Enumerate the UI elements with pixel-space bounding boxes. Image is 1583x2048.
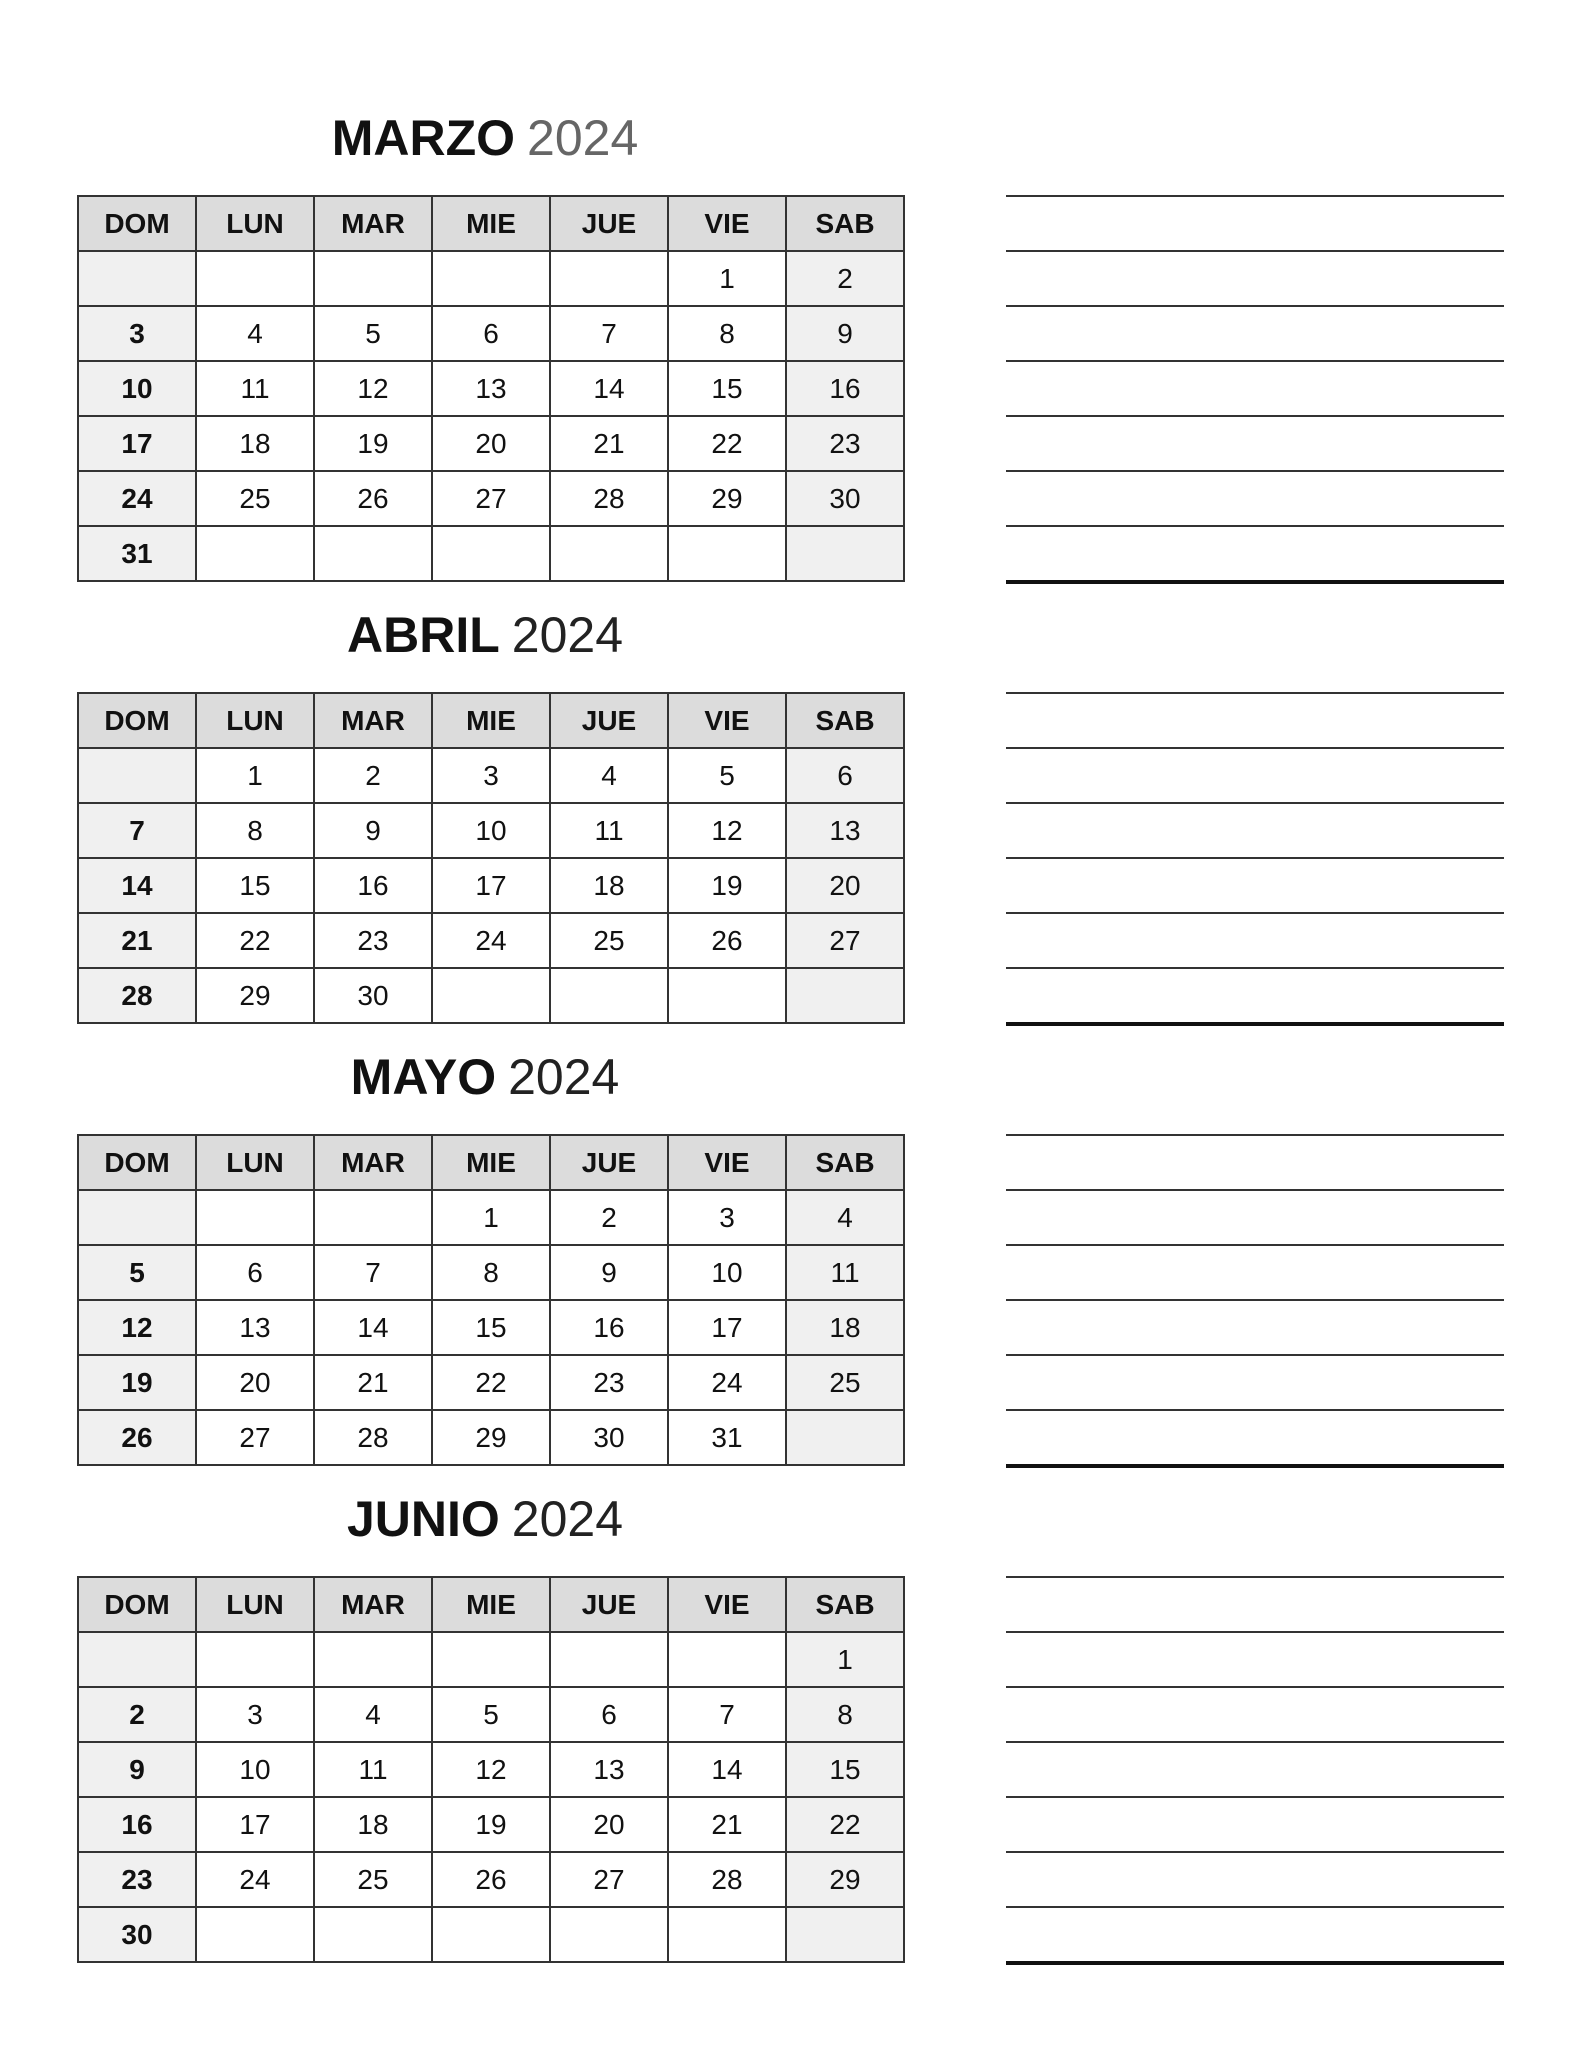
month-name: MAYO — [350, 1049, 497, 1105]
note-line — [1006, 1851, 1504, 1853]
day-cell: 26 — [432, 1852, 550, 1907]
day-cell: 17 — [432, 858, 550, 913]
week-row — [78, 1852, 904, 1907]
day-cell: 9 — [78, 1742, 196, 1797]
day-cell: 29 — [432, 1410, 550, 1465]
week-row — [78, 1632, 904, 1687]
day-cell: 25 — [550, 913, 668, 968]
day-cell: 22 — [432, 1355, 550, 1410]
week-row — [78, 1410, 904, 1465]
note-line — [1006, 802, 1504, 804]
day-cell: 9 — [314, 803, 432, 858]
day-cell: 31 — [78, 526, 196, 581]
day-cell: 28 — [314, 1410, 432, 1465]
month-title — [78, 108, 892, 168]
calendar-grid — [77, 1134, 905, 1466]
week-row — [78, 858, 904, 913]
week-row — [78, 526, 904, 581]
day-cell: 24 — [432, 913, 550, 968]
day-cell: 28 — [550, 471, 668, 526]
day-cell: 24 — [668, 1355, 786, 1410]
note-line — [1006, 967, 1504, 969]
day-cell — [786, 1410, 904, 1465]
day-cell: 14 — [550, 361, 668, 416]
day-cell — [314, 1190, 432, 1245]
day-cell: 2 — [314, 748, 432, 803]
day-cell: 26 — [668, 913, 786, 968]
weekday-header: DOM — [78, 1577, 196, 1632]
day-cell: 30 — [550, 1410, 668, 1465]
day-cell: 10 — [668, 1245, 786, 1300]
day-cell: 16 — [786, 361, 904, 416]
weekday-header: LUN — [196, 1135, 314, 1190]
day-cell: 20 — [786, 858, 904, 913]
weekday-header: LUN — [196, 693, 314, 748]
day-cell: 30 — [78, 1907, 196, 1962]
note-line — [1006, 1409, 1504, 1411]
day-cell — [314, 1907, 432, 1962]
note-line — [1006, 470, 1504, 472]
day-cell: 3 — [196, 1687, 314, 1742]
week-row — [78, 361, 904, 416]
day-cell: 9 — [786, 306, 904, 361]
day-cell: 20 — [196, 1355, 314, 1410]
note-line — [1006, 1464, 1504, 1468]
note-line — [1006, 1022, 1504, 1026]
day-cell: 18 — [786, 1300, 904, 1355]
day-cell: 25 — [196, 471, 314, 526]
day-cell: 19 — [432, 1797, 550, 1852]
day-cell: 1 — [786, 1632, 904, 1687]
week-row — [78, 748, 904, 803]
day-cell: 4 — [786, 1190, 904, 1245]
day-cell: 6 — [196, 1245, 314, 1300]
day-cell — [668, 1907, 786, 1962]
weekday-header: DOM — [78, 1135, 196, 1190]
day-cell: 28 — [78, 968, 196, 1023]
day-cell: 1 — [668, 251, 786, 306]
note-line — [1006, 250, 1504, 252]
day-cell: 22 — [668, 416, 786, 471]
week-row — [78, 1797, 904, 1852]
week-row — [78, 251, 904, 306]
day-cell — [668, 526, 786, 581]
day-cell: 28 — [668, 1852, 786, 1907]
day-cell: 20 — [550, 1797, 668, 1852]
note-line — [1006, 1906, 1504, 1908]
day-cell: 2 — [78, 1687, 196, 1742]
day-cell: 21 — [314, 1355, 432, 1410]
day-cell — [314, 251, 432, 306]
weekday-header: MAR — [314, 693, 432, 748]
day-cell — [78, 1632, 196, 1687]
day-cell — [786, 1907, 904, 1962]
day-cell: 22 — [786, 1797, 904, 1852]
day-cell: 20 — [432, 416, 550, 471]
day-cell: 6 — [550, 1687, 668, 1742]
day-cell — [550, 526, 668, 581]
note-line — [1006, 1631, 1504, 1633]
month-year: 2024 — [508, 1049, 620, 1105]
week-row — [78, 306, 904, 361]
note-line — [1006, 525, 1504, 527]
day-cell: 7 — [314, 1245, 432, 1300]
day-cell: 23 — [78, 1852, 196, 1907]
month-name: ABRIL — [347, 607, 500, 663]
weekday-header: MAR — [314, 196, 432, 251]
day-cell: 5 — [78, 1245, 196, 1300]
week-row — [78, 1355, 904, 1410]
day-cell: 3 — [432, 748, 550, 803]
day-cell: 7 — [550, 306, 668, 361]
day-cell: 1 — [196, 748, 314, 803]
day-cell: 4 — [314, 1687, 432, 1742]
day-cell: 13 — [550, 1742, 668, 1797]
day-cell: 13 — [432, 361, 550, 416]
note-line — [1006, 857, 1504, 859]
weekday-header: MIE — [432, 1577, 550, 1632]
day-cell: 21 — [78, 913, 196, 968]
day-cell — [314, 526, 432, 581]
note-line — [1006, 1686, 1504, 1688]
week-row — [78, 1742, 904, 1797]
day-cell: 8 — [196, 803, 314, 858]
day-cell: 9 — [550, 1245, 668, 1300]
weekday-header: JUE — [550, 693, 668, 748]
day-cell — [668, 968, 786, 1023]
day-cell: 3 — [668, 1190, 786, 1245]
day-cell — [786, 968, 904, 1023]
weekday-header-row — [78, 1577, 904, 1632]
note-line — [1006, 360, 1504, 362]
weekday-header: SAB — [786, 693, 904, 748]
day-cell: 15 — [668, 361, 786, 416]
week-row — [78, 913, 904, 968]
weekday-header-row — [78, 693, 904, 748]
weekday-header: JUE — [550, 1577, 668, 1632]
month-name: JUNIO — [346, 1491, 500, 1547]
day-cell: 30 — [786, 471, 904, 526]
weekday-header: MIE — [432, 693, 550, 748]
day-cell — [314, 1632, 432, 1687]
note-line — [1006, 1299, 1504, 1301]
note-line — [1006, 195, 1504, 197]
day-cell: 14 — [314, 1300, 432, 1355]
day-cell: 10 — [78, 361, 196, 416]
day-cell: 23 — [786, 416, 904, 471]
day-cell: 12 — [432, 1742, 550, 1797]
day-cell: 6 — [432, 306, 550, 361]
day-cell: 11 — [314, 1742, 432, 1797]
day-cell: 5 — [432, 1687, 550, 1742]
day-cell: 18 — [196, 416, 314, 471]
weekday-header: SAB — [786, 196, 904, 251]
day-cell: 16 — [550, 1300, 668, 1355]
weekday-header: DOM — [78, 196, 196, 251]
day-cell — [550, 1632, 668, 1687]
day-cell: 11 — [550, 803, 668, 858]
day-cell: 19 — [78, 1355, 196, 1410]
weekday-header: LUN — [196, 1577, 314, 1632]
weekday-header: JUE — [550, 196, 668, 251]
day-cell: 29 — [196, 968, 314, 1023]
week-row — [78, 1190, 904, 1245]
day-cell — [78, 251, 196, 306]
weekday-header: MAR — [314, 1135, 432, 1190]
day-cell: 23 — [550, 1355, 668, 1410]
day-cell: 26 — [314, 471, 432, 526]
calendar-grid — [77, 692, 905, 1024]
weekday-header: JUE — [550, 1135, 668, 1190]
day-cell: 15 — [196, 858, 314, 913]
note-line — [1006, 912, 1504, 914]
day-cell — [78, 748, 196, 803]
weekday-header-row — [78, 1135, 904, 1190]
day-cell: 12 — [78, 1300, 196, 1355]
day-cell — [550, 968, 668, 1023]
weekday-header: SAB — [786, 1135, 904, 1190]
day-cell — [196, 1190, 314, 1245]
day-cell: 15 — [432, 1300, 550, 1355]
week-row — [78, 1687, 904, 1742]
weekday-header: LUN — [196, 196, 314, 251]
day-cell: 14 — [78, 858, 196, 913]
day-cell: 23 — [314, 913, 432, 968]
day-cell: 8 — [786, 1687, 904, 1742]
day-cell: 13 — [786, 803, 904, 858]
day-cell: 21 — [668, 1797, 786, 1852]
weekday-header: MIE — [432, 196, 550, 251]
week-row — [78, 1245, 904, 1300]
month-year: 2024 — [527, 110, 639, 166]
day-cell: 16 — [78, 1797, 196, 1852]
note-line — [1006, 1134, 1504, 1136]
month-title — [78, 1489, 892, 1549]
day-cell — [196, 1632, 314, 1687]
day-cell: 10 — [432, 803, 550, 858]
day-cell: 13 — [196, 1300, 314, 1355]
day-cell — [432, 1632, 550, 1687]
day-cell: 25 — [314, 1852, 432, 1907]
weekday-header: VIE — [668, 196, 786, 251]
day-cell: 5 — [668, 748, 786, 803]
day-cell: 6 — [786, 748, 904, 803]
day-cell: 15 — [786, 1742, 904, 1797]
note-line — [1006, 1961, 1504, 1965]
day-cell: 26 — [78, 1410, 196, 1465]
day-cell: 16 — [314, 858, 432, 913]
day-cell: 10 — [196, 1742, 314, 1797]
week-row — [78, 1300, 904, 1355]
weekday-header: VIE — [668, 1135, 786, 1190]
day-cell — [196, 1907, 314, 1962]
day-cell: 11 — [196, 361, 314, 416]
day-cell: 4 — [196, 306, 314, 361]
day-cell — [786, 526, 904, 581]
month-title — [78, 1047, 892, 1107]
day-cell: 25 — [786, 1355, 904, 1410]
day-cell: 14 — [668, 1742, 786, 1797]
day-cell: 8 — [668, 306, 786, 361]
day-cell: 1 — [432, 1190, 550, 1245]
note-line — [1006, 1244, 1504, 1246]
day-cell — [668, 1632, 786, 1687]
note-line — [1006, 415, 1504, 417]
month-title — [78, 605, 892, 665]
day-cell: 5 — [314, 306, 432, 361]
day-cell — [196, 251, 314, 306]
month-year: 2024 — [511, 607, 623, 663]
note-line — [1006, 1354, 1504, 1356]
day-cell: 4 — [550, 748, 668, 803]
weekday-header: VIE — [668, 1577, 786, 1632]
week-row — [78, 968, 904, 1023]
day-cell: 7 — [78, 803, 196, 858]
note-line — [1006, 305, 1504, 307]
day-cell: 18 — [314, 1797, 432, 1852]
note-line — [1006, 580, 1504, 584]
note-line — [1006, 1741, 1504, 1743]
day-cell: 29 — [786, 1852, 904, 1907]
week-row — [78, 1907, 904, 1962]
weekday-header: MIE — [432, 1135, 550, 1190]
day-cell: 24 — [78, 471, 196, 526]
day-cell: 7 — [668, 1687, 786, 1742]
day-cell: 2 — [786, 251, 904, 306]
day-cell: 27 — [196, 1410, 314, 1465]
day-cell: 2 — [550, 1190, 668, 1245]
day-cell: 18 — [550, 858, 668, 913]
note-line — [1006, 692, 1504, 694]
day-cell: 19 — [314, 416, 432, 471]
day-cell: 30 — [314, 968, 432, 1023]
note-line — [1006, 1576, 1504, 1578]
day-cell: 22 — [196, 913, 314, 968]
day-cell: 27 — [786, 913, 904, 968]
weekday-header-row — [78, 196, 904, 251]
day-cell: 27 — [432, 471, 550, 526]
week-row — [78, 803, 904, 858]
day-cell: 17 — [78, 416, 196, 471]
calendar-grid — [77, 195, 905, 582]
day-cell — [432, 251, 550, 306]
day-cell: 24 — [196, 1852, 314, 1907]
note-line — [1006, 1796, 1504, 1798]
day-cell: 11 — [786, 1245, 904, 1300]
month-name: MARZO — [331, 110, 516, 166]
day-cell: 12 — [668, 803, 786, 858]
week-row — [78, 471, 904, 526]
day-cell: 3 — [78, 306, 196, 361]
day-cell — [432, 968, 550, 1023]
note-line — [1006, 1189, 1504, 1191]
month-year: 2024 — [511, 1491, 624, 1547]
day-cell — [78, 1190, 196, 1245]
weekday-header: DOM — [78, 693, 196, 748]
weekday-header: VIE — [668, 693, 786, 748]
day-cell: 21 — [550, 416, 668, 471]
day-cell: 8 — [432, 1245, 550, 1300]
day-cell: 12 — [314, 361, 432, 416]
note-line — [1006, 747, 1504, 749]
day-cell — [432, 526, 550, 581]
day-cell: 17 — [196, 1797, 314, 1852]
day-cell: 17 — [668, 1300, 786, 1355]
day-cell — [196, 526, 314, 581]
day-cell — [550, 251, 668, 306]
weekday-header: SAB — [786, 1577, 904, 1632]
day-cell — [550, 1907, 668, 1962]
week-row — [78, 416, 904, 471]
day-cell: 19 — [668, 858, 786, 913]
weekday-header: MAR — [314, 1577, 432, 1632]
day-cell — [432, 1907, 550, 1962]
day-cell: 29 — [668, 471, 786, 526]
day-cell: 27 — [550, 1852, 668, 1907]
day-cell: 31 — [668, 1410, 786, 1465]
calendar-grid — [77, 1576, 905, 1963]
